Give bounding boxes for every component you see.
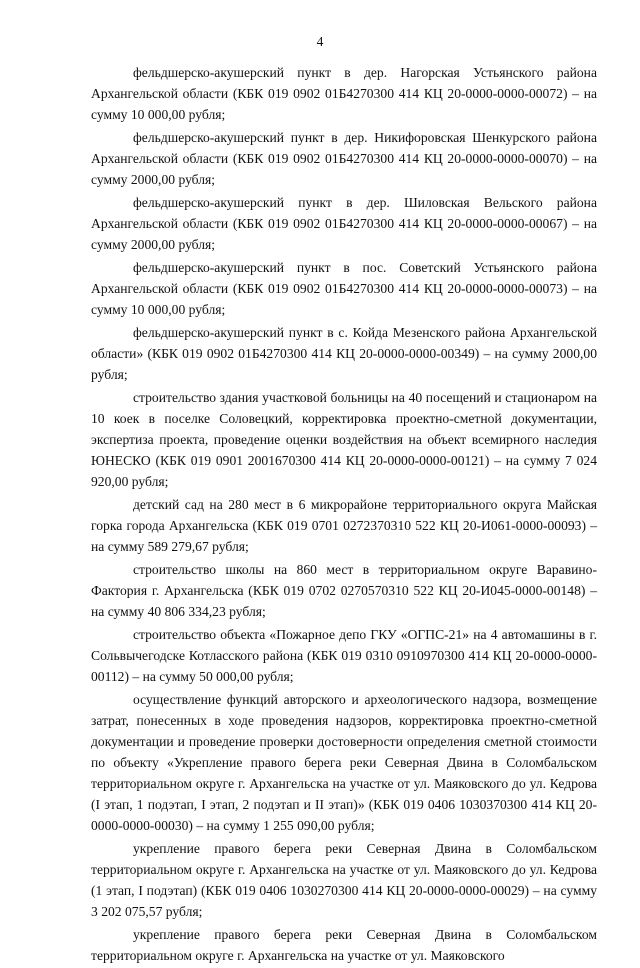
paragraph-embankment-continued: укрепление правого берега реки Северная Двина в Соломбальском территориальном округе г. Архангельска на участке от ул. Маяковского <box>91 927 597 963</box>
paragraph-fap-koyda: фельдшерско-акушерский пункт в с. Койда Мезенского района Архангельской области» (КБК 019 0902 01Б4270300 414 КЦ 20-0000-0000-00349) – на сумму 2000,00 рубля; <box>91 325 597 382</box>
paragraph-fap-nagorskaya: фельдшерско-акушерский пункт в дер. Нагорская Устьянского района Архангельской области (КБК 019 0902 01Б4270300 414 КЦ 20-0000-0000-00072) – на сумму 10 000,00 рубля; <box>91 65 597 122</box>
document-body <box>91 62 597 968</box>
paragraph-kindergarten-mayskaya-gorka: детский сад на 280 мест в 6 микрорайоне территориального округа Майская горка города Архангельска (КБК 019 0701 0272370310 522 КЦ 20-И061-0000-00093) – на сумму 589 279,67 рубля; <box>91 497 597 554</box>
page-number: 4 <box>316 34 324 49</box>
paragraph-school-varavino: строительство школы на 860 мест в территориальном округе Варавино-Фактория г. Архангельска (КБК 019 0702 0270570310 522 КЦ 20-И045-0000-00148) – на сумму 40 806 334,23 рубля; <box>91 562 597 619</box>
paragraph-embankment-stage-1: укрепление правого берега реки Северная Двина в Соломбальском территориальном округе г. Архангельска на участке от ул. Маяковского до ул. Кедрова (1 этап, I подэтап) (КБК 019 0406 1030270300 414 КЦ 20-0000-0000-00029) – на сумму 3 202 075,57 рубля; <box>91 841 597 919</box>
paragraph-fap-sovetsky: фельдшерско-акушерский пункт в пос. Советский Устьянского района Архангельской области (КБК 019 0902 01Б4270300 414 КЦ 20-0000-0000-00073) – на сумму 10 000,00 рубля; <box>91 260 597 317</box>
paragraph-fap-nikiforovskaya: фельдшерско-акушерский пункт в дер. Никифоровская Шенкурского района Архангельской области (КБК 019 0902 01Б4270300 414 КЦ 20-0000-0000-00070) – на сумму 2000,00 рубля; <box>91 130 597 187</box>
paragraph-solovetsky-hospital: строительство здания участковой больницы на 40 посещений и стационаром на 10 коек в поселке Соловецкий, корректировка проектно-сметной документации, экспертиза проекта, проведение оценки воздействия на объект всемирного наследия ЮНЕСКО (КБК 019 0901 2001670300 414 КЦ 20-0000-0000-00121) – на сумму 7 024 920,00 рубля; <box>91 390 597 489</box>
paragraph-fap-shilovskaya: фельдшерско-акушерский пункт в дер. Шиловская Вельского района Архангельской области (КБК 019 0902 01Б4270300 414 КЦ 20-0000-0000-00067) – на сумму 2000,00 рубля; <box>91 195 597 252</box>
paragraph-fire-depot: строительство объекта «Пожарное депо ГКУ «ОГПС-21» на 4 автомашины в г. Сольвычегодске Котласского района (КБК 019 0310 0910970300 414 КЦ 20-0000-0000-00112) – на сумму 50 000,00 рубля; <box>91 627 597 684</box>
paragraph-supervision-embankment: осуществление функций авторского и археологического надзора, возмещение затрат, понесенных в ходе проведения надзоров, корректировка проектно-сметной документации и проведение проверки достоверности определения сметной стоимости по объекту «Укрепление правого берега реки Северная Двина в Соломбальском территориальном округе г. Архангельска на участке от ул. Маяковского до ул. Кедрова (I этап, 1 подэтап, I этап, 2 подэтап и II этап)» (КБК 019 0406 1030370300 414 КЦ 20-0000-0000-00030) – на сумму 1 255 090,00 рубля; <box>91 692 597 833</box>
